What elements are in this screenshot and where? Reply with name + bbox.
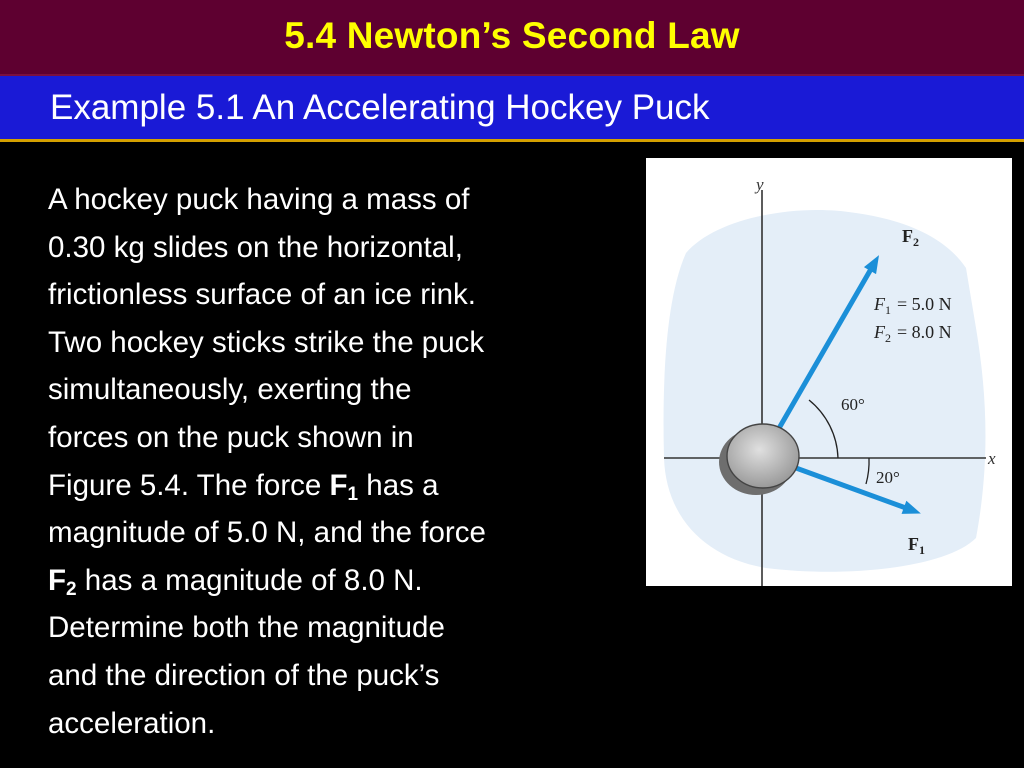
title-bar [0,0,1024,76]
problem-line: Determine both the magnitude [48,611,445,645]
problem-line: has a [358,468,439,502]
problem-line: simultaneously, exerting the [48,373,412,407]
angle-60-label: 60° [841,395,865,414]
angle-20-label: 20° [876,468,900,487]
y-axis-label: y [756,175,764,194]
subtitle-bar [0,76,1024,142]
slide-title: 5.4 Newton’s Second Law [284,15,740,56]
slide-subtitle: Example 5.1 An Accelerating Hockey Puck [50,88,710,127]
problem-line: acceleration. [48,706,216,740]
problem-line: forces on the puck shown in [48,420,414,454]
problem-line: 0.30 kg slides on the horizontal, [48,230,463,264]
problem-line: Two hockey sticks strike the puck [48,325,485,359]
f1-magnitude-equation: $F_1 = 5.0$ N [874,294,952,317]
x-axis-label: x [988,449,996,468]
problem-line: Figure 5.4. The force [48,468,330,502]
ice-surface-shading [664,210,986,572]
problem-line: A hockey puck having a mass of [48,183,470,216]
f2-magnitude-equation: $F_2 = 8.0$ N [874,322,952,345]
force-f1-label: $F_1$ [908,534,925,557]
force-diagram [646,158,1012,586]
force-f1-symbol: F [329,468,348,502]
problem-line: and the direction of the puck’s [48,658,440,692]
puck-face [727,424,799,488]
force-diagram-figure [646,158,1012,586]
force-f1-subscript: 1 [347,483,359,505]
problem-line: magnitude of 5.0 N, and the force [48,516,486,550]
force-f2-label: $F_2$ [902,226,919,249]
problem-line: has a magnitude of 8.0 N. [76,563,423,597]
force-f2-subscript: 2 [66,578,77,600]
problem-statement [48,176,648,747]
problem-line: frictionless surface of an ice rink. [48,278,476,312]
force-f2-symbol: F [48,563,67,597]
